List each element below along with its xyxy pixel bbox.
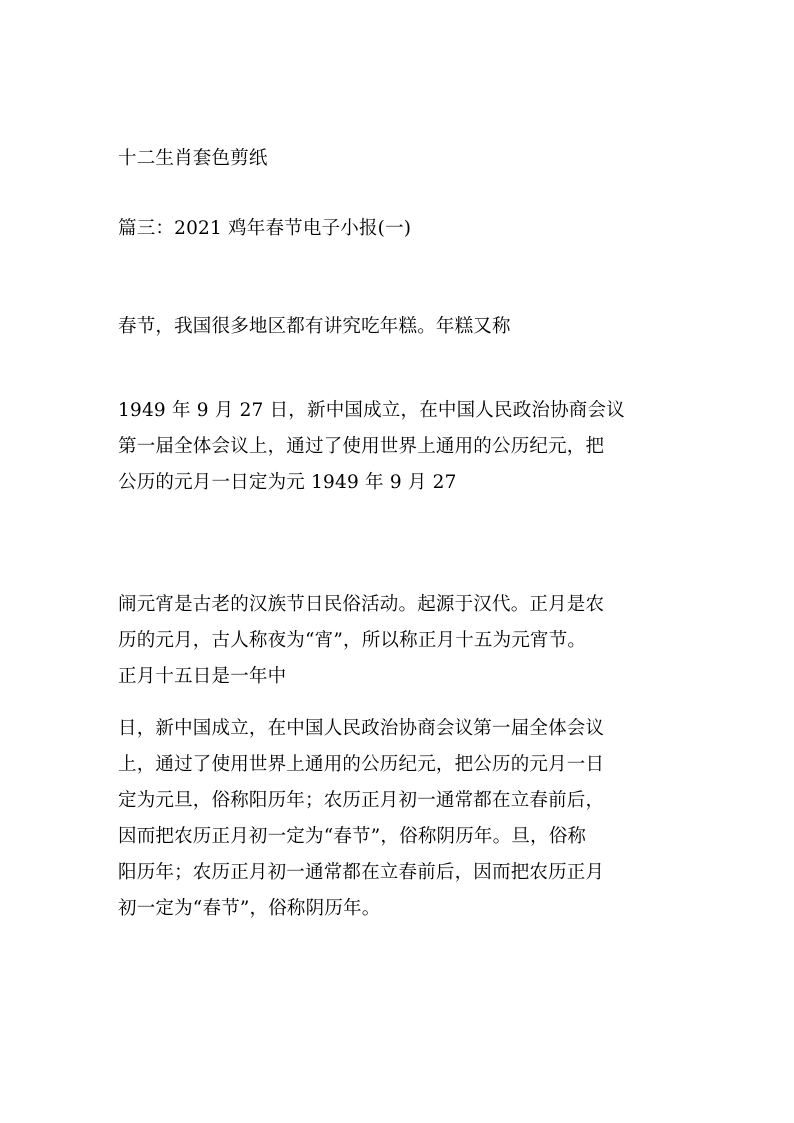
text-line: 篇三：2021 鸡年春节电子小报(一): [118, 218, 412, 239]
paragraph-1949: [118, 393, 678, 501]
text-line: 历的元月，古人称夜为“宵”，所以称正月十五为元宵节。: [118, 630, 587, 651]
paragraph-new-year: [118, 711, 678, 927]
text-line: 十二生肖套色剪纸: [118, 148, 268, 169]
text-line: 闹元宵是古老的汉族节日民俗活动。起源于汉代。正月是农: [118, 594, 605, 615]
text-line: 初一定为“春节”，俗称阴历年。: [118, 898, 381, 919]
paragraph-lantern-festival: [118, 587, 678, 695]
text-line: 第一届全体会议上，通过了使用世界上通用的公历纪元，把: [118, 436, 605, 457]
text-line: 日，新中国成立，在中国人民政治协商会议第一届全体会议: [118, 718, 605, 739]
text-line: 定为元旦，俗称阳历年；农历正月初一通常都在立春前后，: [118, 790, 605, 811]
text-line: 公历的元月一日定为元 1949 年 9 月 27: [118, 472, 457, 493]
text-line: 因而把农历正月初一定为“春节”，俗称阴历年。旦，俗称: [118, 826, 587, 847]
text-line: 阳历年；农历正月初一通常都在立春前后，因而把农历正月: [118, 862, 605, 883]
paragraph-niangao: [118, 309, 678, 345]
paragraph-title: [118, 141, 678, 177]
paragraph-section-heading: [118, 211, 678, 247]
text-line: 上，通过了使用世界上通用的公历纪元，把公历的元月一日: [118, 754, 605, 775]
text-line: 正月十五日是一年中: [118, 666, 287, 687]
text-line: 春节，我国很多地区都有讲究吃年糕。年糕又称: [118, 316, 511, 337]
text-line: 1949 年 9 月 27 日，新中国成立，在中国人民政治协商会议: [118, 400, 625, 421]
